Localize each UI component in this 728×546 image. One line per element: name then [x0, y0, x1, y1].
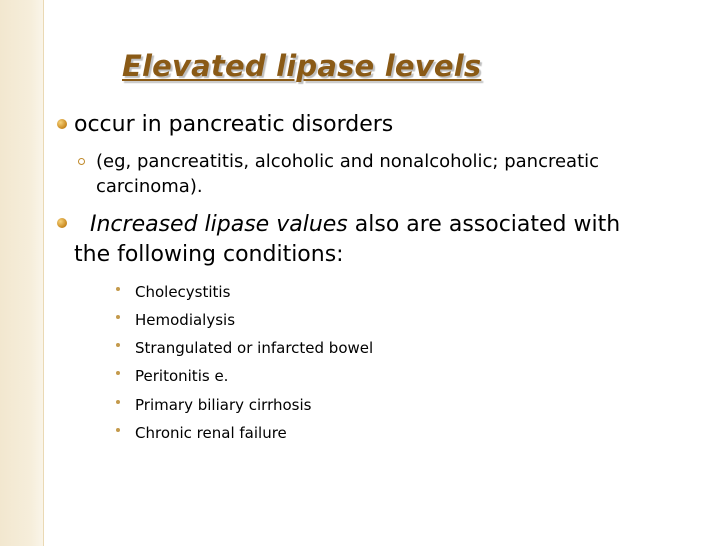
- list-item: Hemodialysis: [135, 311, 236, 329]
- gold-dot-icon: [57, 119, 67, 129]
- sub-bullet-line2: carcinoma).: [96, 176, 203, 197]
- list-item: Peritonitis e.: [135, 367, 229, 385]
- ring-bullet-icon: [78, 158, 85, 165]
- small-dot-icon: [116, 287, 120, 291]
- decorative-side-strip: [0, 0, 44, 546]
- bullet-increased-line1: [90, 210, 620, 240]
- small-dot-icon: [116, 371, 120, 375]
- small-dot-icon: [116, 428, 120, 432]
- small-dot-icon: [116, 400, 120, 404]
- bullet-occur: occur in pancreatic disorders: [74, 112, 394, 137]
- small-dot-icon: [116, 315, 120, 319]
- small-dot-icon: [116, 343, 120, 347]
- sub-bullet-line1: (eg, pancreatitis, alcoholic and nonalcoholic; pancreatic: [96, 151, 600, 172]
- bullet-increased-line2: the following conditions:: [74, 242, 344, 267]
- list-item: Cholecystitis: [135, 283, 231, 301]
- list-item: Chronic renal failure: [135, 424, 287, 442]
- slide-title: Elevated lipase levels: [122, 49, 482, 83]
- gold-dot-icon: [57, 218, 67, 228]
- bullet-increased-italic: Increased lipase values: [90, 212, 348, 237]
- list-item: Strangulated or infarcted bowel: [135, 339, 374, 357]
- bullet-increased-rest: also are associated with: [347, 212, 621, 237]
- list-item: Primary biliary cirrhosis: [135, 396, 312, 414]
